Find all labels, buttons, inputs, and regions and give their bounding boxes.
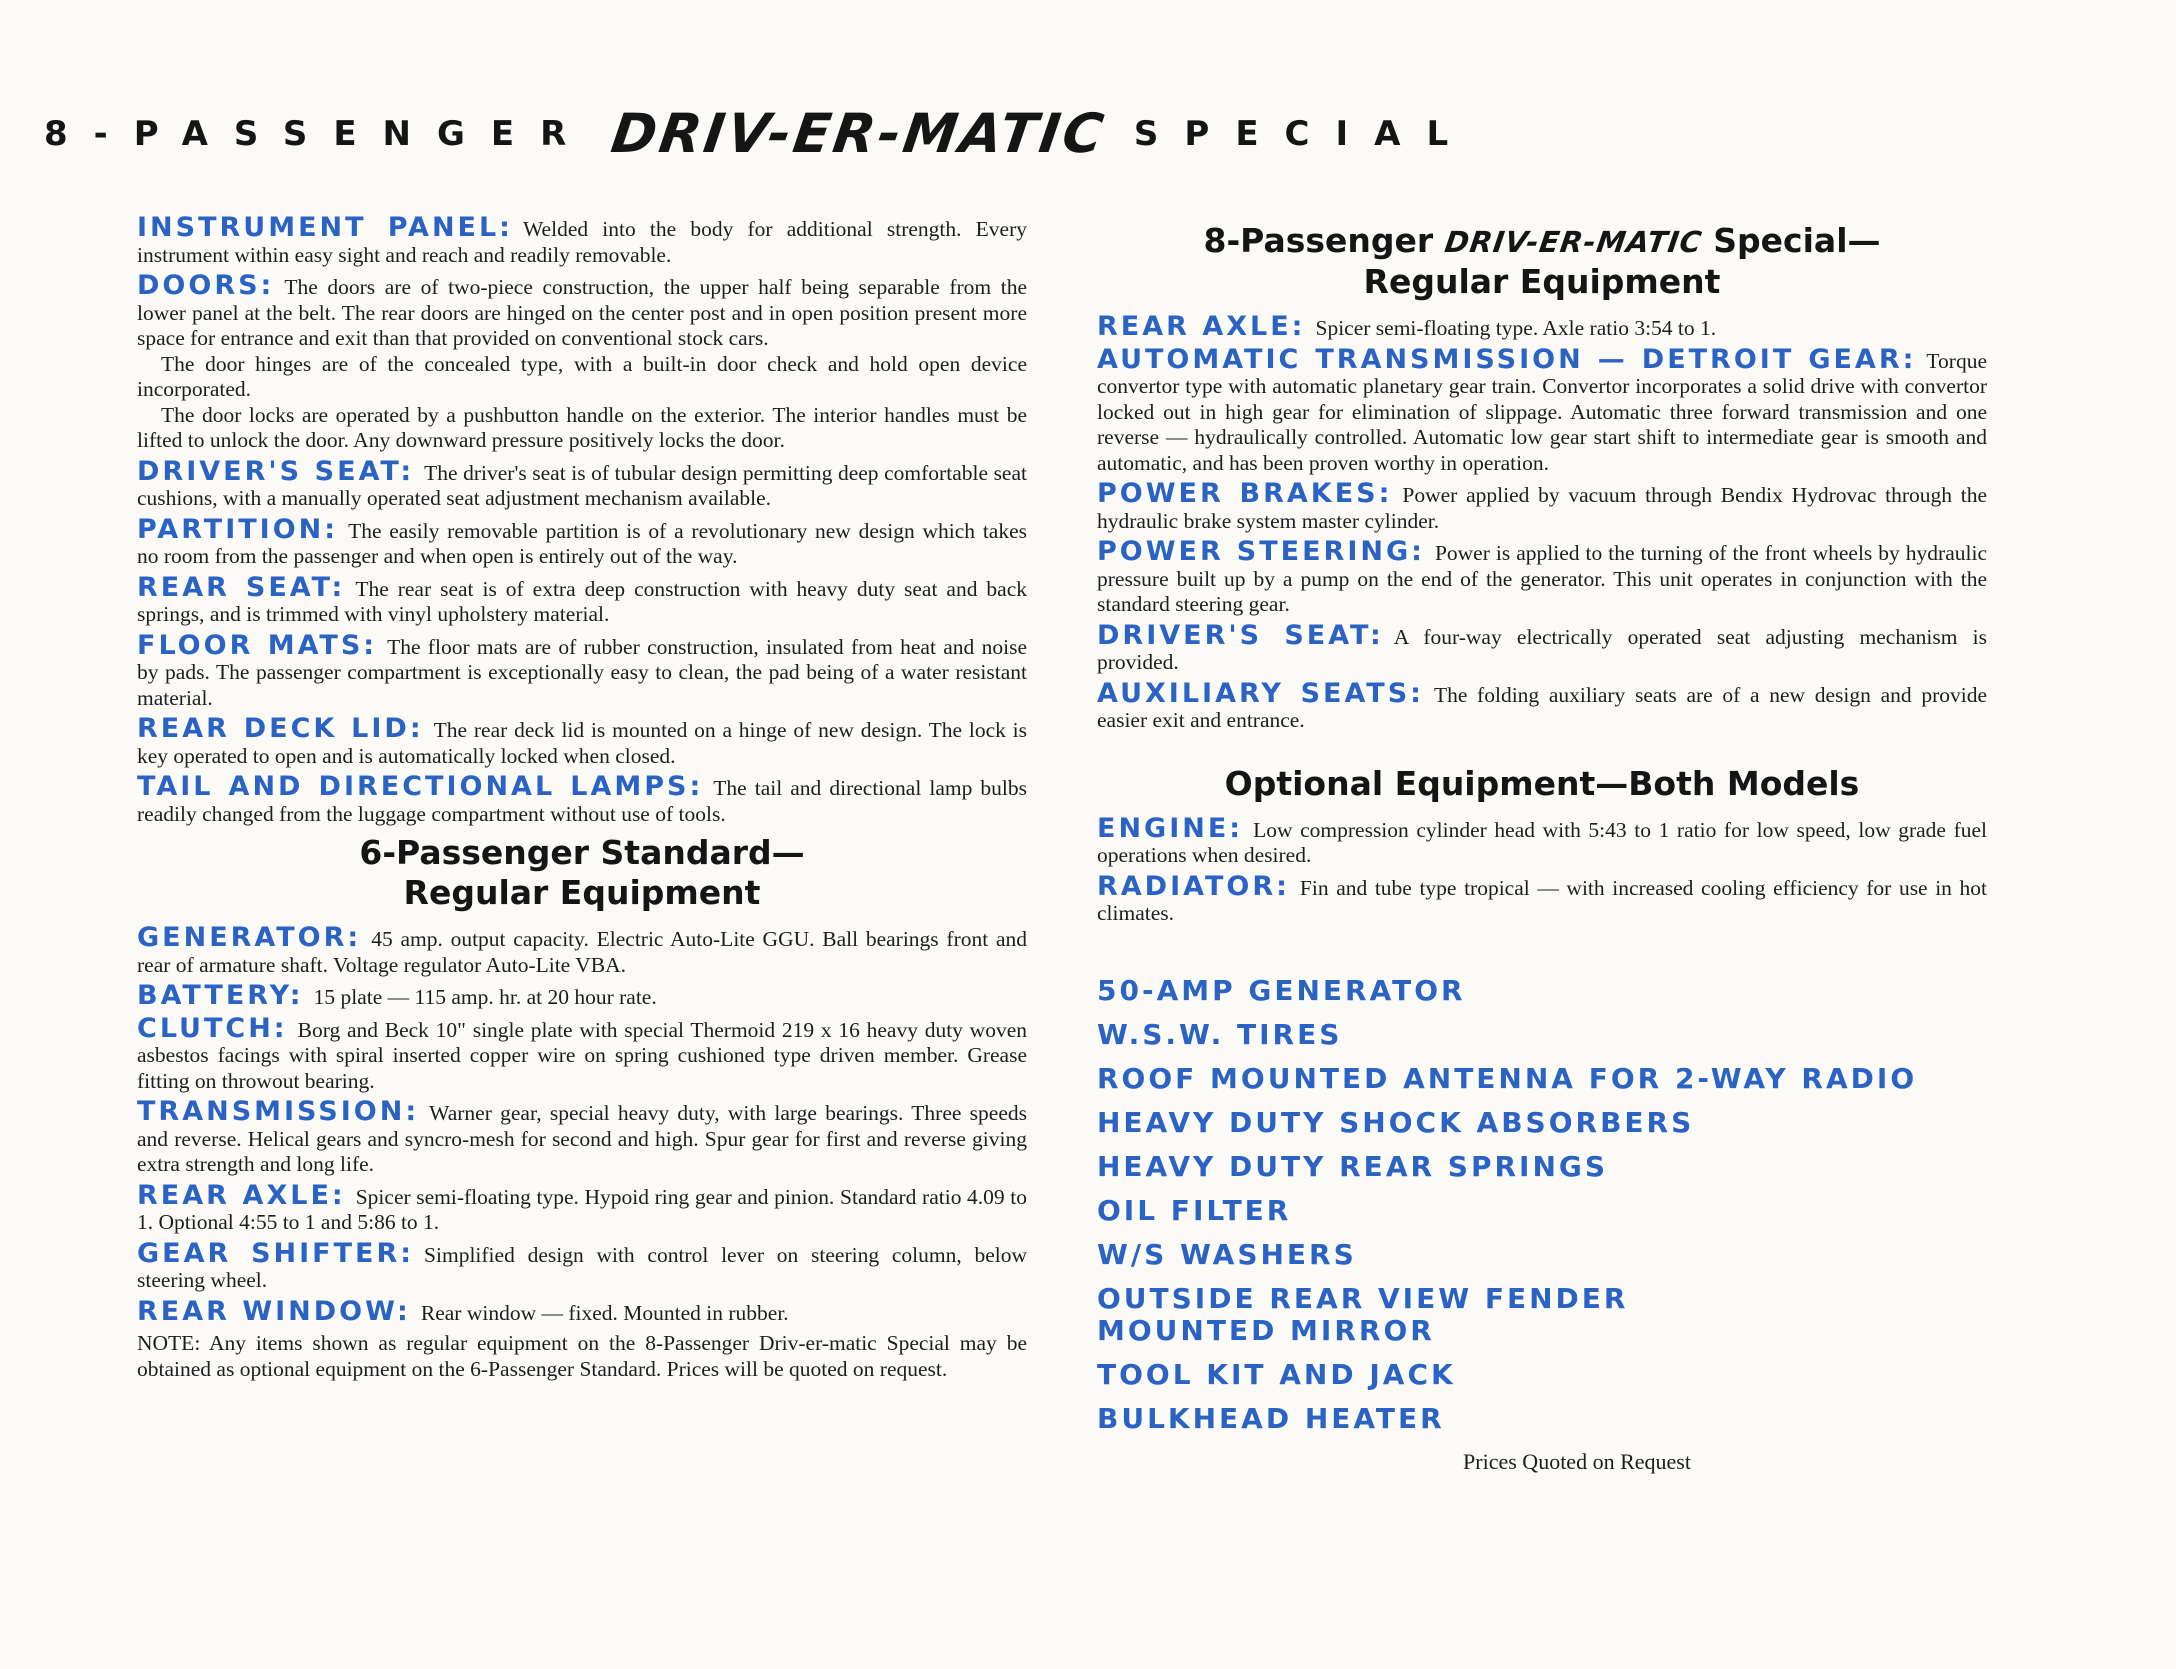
spec-text: The doors are of two-piece construction, the upper half being separable from the lower panel at the belt. The rear doors are hinged on the center post and in open position present more space for entrance and exit than that provided on conventional stock cars. — [137, 275, 1027, 350]
special-heading-line1 — [1097, 221, 1987, 262]
spec-key: REAR SEAT: — [137, 571, 346, 603]
list-item: W/S WASHERS — [1097, 1237, 1357, 1271]
special-heading-brand: DRIV-ER-MATIC — [1442, 225, 1705, 259]
list-item: HEAVY DUTY REAR SPRINGS — [1097, 1149, 1609, 1183]
standard-note: NOTE: Any items shown as regular equipment on the 8-Passenger Driv-er-matic Special may be obtained as optional equipment on the 6-Passenger Standard. Prices will be quoted on request. — [137, 1331, 1027, 1381]
list-item: ROOF MOUNTED ANTENNA FOR 2-WAY RADIO — [1097, 1061, 1918, 1095]
spec-text: The floor mats are of rubber construction, insulated from heat and noise by pads. The passenger compartment is exceptionally easy to clean, the pad being of a water resistant material. — [137, 634, 1027, 710]
spec-entry-doors — [137, 270, 1027, 454]
spec-text: 45 amp. output capacity. Electric Auto-Lite GGU. Ball bearings front and rear of armature shaft. Voltage regulator Auto-Lite VBA. — [137, 927, 1027, 977]
spec-key: PARTITION: — [137, 513, 339, 545]
spec-text: Torque convertor type with automatic planetary gear train. Convertor incorporates a solid drive with convertor locked out in high gear for elimination of slippage. Automatic three forward transmission and one reverse — hydraulically controlled. Automatic low gear start shift to intermediate gear is smooth and automatic, and has been proven worthy in operation. — [1097, 348, 1987, 475]
spec-text: Low compression cylinder head with 5:43 to 1 ratio for low speed, low grade fuel operations when desired. — [1097, 817, 1987, 867]
special-heading-suffix: Special— — [1713, 221, 1881, 260]
spec-text: The rear seat is of extra deep construction with heavy duty seat and back springs, and is trimmed with vinyl upholstery material. — [137, 576, 1028, 626]
left-column — [137, 212, 1028, 1382]
spec-key: GENERATOR: — [137, 922, 362, 953]
spec-text: Simplified design with control lever on steering column, below steering wheel. — [137, 1242, 1027, 1292]
special-heading-prefix: 8-Passenger — [1203, 221, 1434, 260]
spec-key: TRANSMISSION: — [137, 1096, 420, 1127]
spec-key: DRIVER'S SEAT: — [137, 455, 415, 487]
spec-text: The easily removable partition is of a revolutionary new design which takes no room from the passenger and when open is entirely out of the way. — [137, 518, 1027, 568]
spec-text: The door locks are operated by a pushbutton handle on the exterior. The interior handles must be lifted to unlock the door. Any downward pressure positively locks the door. — [137, 402, 1027, 452]
spec-key: REAR DECK LID: — [137, 713, 424, 744]
list-item: 50-AMP GENERATOR — [1097, 973, 1466, 1007]
spec-key: CLUTCH: — [137, 1012, 288, 1044]
list-item: OIL FILTER — [1097, 1193, 1292, 1227]
spec-entry-floor-mats — [137, 629, 1027, 712]
spec-entry-generator — [137, 922, 1027, 978]
spec-text: The tail and directional lamp bulbs readily changed from the luggage compartment without use of tools. — [137, 776, 1027, 826]
spec-entry-instrument-panel — [137, 212, 1027, 268]
spec-entry-auxiliary-seats — [1097, 677, 1987, 734]
spec-text: Fin and tube type tropical — with increased cooling efficiency for use in hot climates. — [1097, 875, 1987, 925]
spec-text: Spicer semi-floating type. Axle ratio 3:54 to 1. — [1315, 316, 1717, 340]
spec-text: The rear deck lid is mounted on a hinge of new design. The lock is key operated to open and is automatically locked when closed. — [137, 718, 1027, 768]
standard-heading-line2: Regular Equipment — [403, 873, 761, 912]
spec-text: Welded into the body for additional strength. Every instrument within easy sight and reach and readily removable. — [137, 217, 1027, 267]
spec-key: GEAR SHIFTER: — [137, 1237, 415, 1269]
spec-text: Power applied by vacuum through Bendix Hydrovac through the hydraulic brake system master cylinder. — [1097, 483, 1987, 533]
spec-entry-power-brakes — [1097, 478, 1987, 534]
spec-text: Power is applied to the turning of the front wheels by hydraulic pressure built up by a pump on the end of the generator. This unit operates in conjunction with the standard steering gear. — [1097, 541, 1987, 616]
spec-entry-drivers-seat-special — [1097, 619, 1987, 676]
spec-entry-automatic-transmission — [1097, 343, 1987, 477]
spec-key: REAR AXLE: — [1097, 311, 1306, 342]
spec-entry-tail-lamps — [137, 771, 1027, 827]
spec-key: TAIL AND DIRECTIONAL LAMPS: — [137, 771, 704, 802]
spec-text: Borg and Beck 10" single plate with special Thermoid 219 x 16 heavy duty woven asbestos facings with spiral inserted copper wire on spring cushioned type driven member. Grease fitting on throwout bearing. — [137, 1017, 1027, 1093]
list-item: TOOL KIT AND JACK — [1097, 1357, 1456, 1391]
title-prefix: 8-PASSENGER — [44, 113, 593, 154]
spec-key: REAR WINDOW: — [137, 1295, 411, 1327]
prices-footer: Prices Quoted on Request — [1463, 1448, 1691, 1474]
standard-section-heading — [137, 833, 1027, 913]
spec-key: REAR AXLE: — [137, 1179, 346, 1211]
spec-entry-clutch — [137, 1012, 1027, 1095]
spec-entry-partition — [137, 513, 1027, 570]
optional-items-list — [1097, 975, 1987, 1435]
spec-text: Warner gear, special heavy duty, with large bearings. Three speeds and reverse. Helical gears and syncro-mesh for second and high. Spur gear for first and reverse giving extra strength and long life. — [137, 1101, 1027, 1176]
special-section-heading — [1097, 221, 1987, 302]
spec-entry-battery — [137, 980, 1027, 1011]
list-item: HEAVY DUTY SHOCK ABSORBERS — [1097, 1105, 1695, 1139]
spec-entry-rear-seat — [137, 571, 1028, 628]
standard-heading-line1: 6-Passenger Standard— — [359, 833, 805, 872]
spec-entry-rear-window — [137, 1295, 1027, 1327]
spec-key: DOORS: — [137, 270, 275, 301]
spec-entry-rear-axle-special — [1097, 311, 1987, 342]
spec-text: 15 plate — 115 amp. hr. at 20 hour rate. — [313, 985, 657, 1009]
spec-key: RADIATOR: — [1097, 870, 1290, 902]
spec-key: INSTRUMENT PANEL: — [137, 212, 513, 243]
spec-text: Rear window — fixed. Mounted in rubber. — [420, 1300, 789, 1325]
spec-text: The folding auxiliary seats are of a new design and provide easier exit and entrance. — [1097, 682, 1987, 732]
special-heading-line2: Regular Equipment — [1363, 262, 1721, 301]
spec-text: A four-way electrically operated seat adjusting mechanism is provided. — [1097, 624, 1987, 674]
list-item: BULKHEAD HEATER — [1097, 1401, 1445, 1435]
spec-text: Spicer semi-floating type. Hypoid ring gear and pinion. Standard ratio 4.09 to 1. Optional 4:55 to 1 and 5:86 to 1. — [137, 1184, 1028, 1234]
spec-text: The door hinges are of the concealed type, with a built-in door check and hold open device incorporated. — [137, 351, 1027, 401]
spec-key: AUXILIARY SEATS: — [1097, 677, 1424, 709]
spec-key: DRIVER'S SEAT: — [1097, 619, 1384, 651]
spec-key: AUTOMATIC TRANSMISSION — DETROIT GEAR: — [1097, 343, 1917, 375]
spec-entry-rear-axle — [137, 1179, 1028, 1236]
list-item: W.S.W. TIRES — [1097, 1017, 1343, 1051]
spec-key: POWER STEERING: — [1097, 536, 1425, 567]
spec-entry-transmission — [137, 1096, 1027, 1178]
spec-entry-radiator — [1097, 870, 1987, 927]
page-title — [44, 102, 1474, 165]
spec-entry-gear-shifter — [137, 1237, 1027, 1294]
spec-entry-drivers-seat — [137, 455, 1027, 512]
spec-entry-rear-deck-lid — [137, 713, 1027, 769]
spec-key: ENGINE: — [1097, 812, 1244, 844]
right-column — [1097, 215, 1987, 1474]
spec-entry-power-steering — [1097, 536, 1987, 618]
spec-key: BATTERY: — [137, 980, 304, 1011]
spec-entry-engine — [1097, 812, 1987, 869]
title-suffix: SPECIAL — [1133, 113, 1475, 154]
spec-key: POWER BRAKES: — [1097, 478, 1393, 509]
spec-key: FLOOR MATS: — [137, 629, 378, 661]
spec-text: The driver's seat is of tubular design permitting deep comfortable seat cushions, with a manually operated seat adjustment mechanism available. — [137, 460, 1027, 510]
list-item: OUTSIDE REAR VIEW FENDER MOUNTED MIRROR — [1097, 1281, 1629, 1347]
optional-section-heading: Optional Equipment—Both Models — [1224, 763, 1860, 803]
title-brand-logo: DRIV-ER-MATIC — [607, 102, 1111, 165]
